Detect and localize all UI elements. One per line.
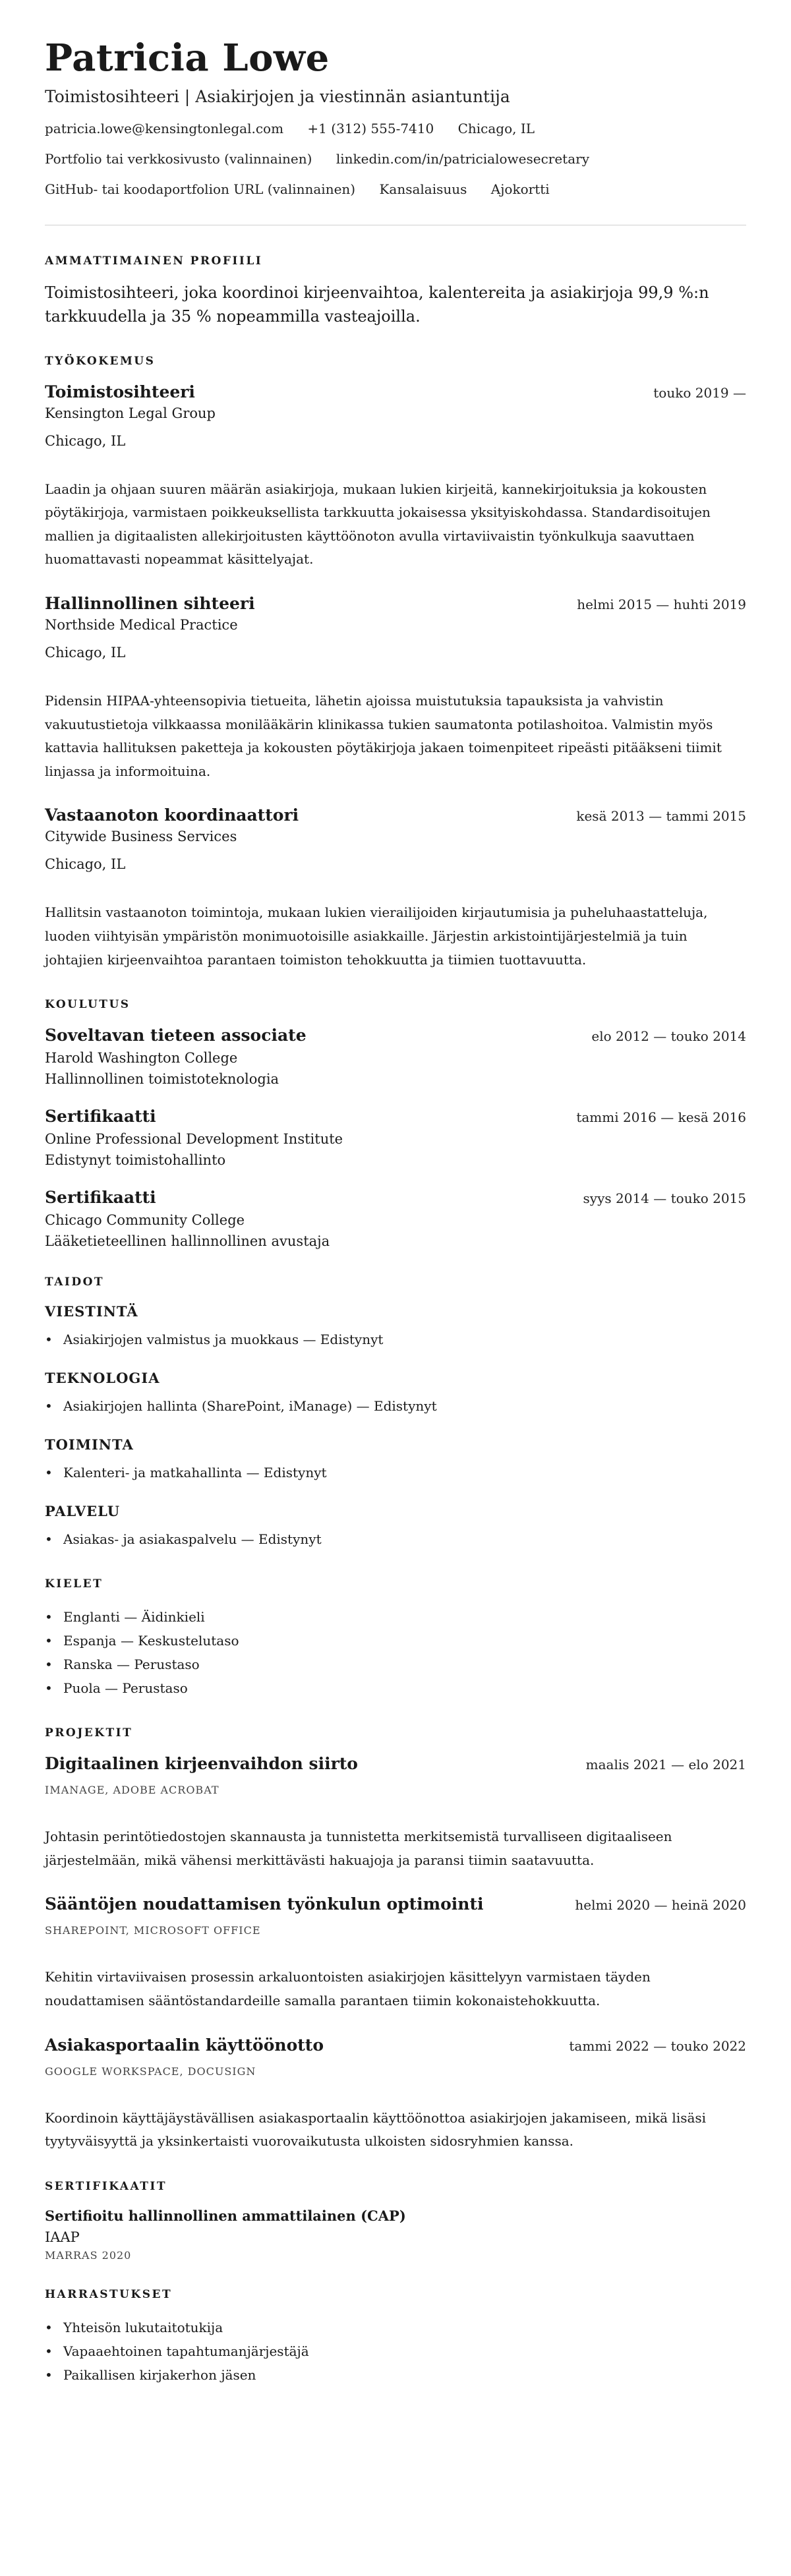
project-title: Asiakasportaalin käyttöönotto [45, 2035, 324, 2055]
study-field: Hallinnollinen toimistoteknologia [45, 1071, 279, 1088]
education-entry [45, 1188, 746, 1249]
project-title: Digitaalinen kirjeenvaihdon siirto [45, 1754, 358, 1774]
certifications-section [45, 2180, 746, 2262]
education-entry [45, 1026, 746, 1087]
job-employer: Northside Medical Practice [45, 616, 238, 633]
skill-item: • Asiakas- ja asiakaspalvelu — Edistynyt [45, 1527, 746, 1551]
language-item: • Englanti — Äidinkieli [45, 1605, 746, 1629]
certification-name: Sertifioitu hallinnollinen ammattilainen (CAP) [45, 2207, 406, 2224]
profile-section [45, 254, 746, 328]
contact-linkedin[interactable]: linkedin.com/in/patricialowesecretary [336, 150, 589, 167]
project-description: Koordinoin käyttäjäystävällisen asiakasportaalin käyttöönottoa asiakirjojen jakamiseen, mikä lisäsi tyytyväisyyttä ja yksinkertaisti vuorovaikutusta ulkoisten sidosryhmien kanssa. [45, 2109, 707, 2150]
contact-drivers-license: Ajokortti [490, 181, 550, 197]
section-title-skills: TAIDOT [45, 1275, 105, 1289]
contact-citizenship: Kansalaisuus [379, 181, 467, 197]
job-location: Chicago, IL [45, 644, 126, 660]
experience-entry [45, 594, 746, 783]
section-title-education: KOULUTUS [45, 998, 131, 1012]
study-field: Lääketieteellinen hallinnollinen avustaja [45, 1233, 330, 1250]
school-name: Online Professional Development Institute [45, 1131, 343, 1148]
skill-group [45, 1303, 746, 1351]
education-dates: elo 2012 — touko 2014 [591, 1028, 746, 1045]
job-location: Chicago, IL [45, 856, 126, 873]
skill-item: • Asiakirjojen valmistus ja muokkaus — Edistynyt [45, 1328, 746, 1351]
skill-group [45, 1370, 746, 1418]
contact-portfolio[interactable]: Portfolio tai verkkosivusto (valinnainen) [45, 150, 312, 167]
job-title: Hallinnollinen sihteeri [45, 593, 255, 613]
job-dates: kesä 2013 — tammi 2015 [576, 808, 746, 825]
skills-section [45, 1275, 746, 1551]
candidate-headline: Toimistosihteeri | Asiakirjojen ja viestinnän asiantuntija [45, 86, 510, 106]
section-title-languages: KIELET [45, 1577, 103, 1591]
degree-title: Sertifikaatti [45, 1107, 156, 1127]
hobby-item: • Yhteisön lukutaitotukija [45, 2316, 746, 2339]
resume-header [45, 38, 746, 197]
education-section [45, 998, 746, 1249]
project-entry [45, 1754, 746, 1872]
skill-category: VIESTINTÄ [45, 1303, 138, 1320]
project-dates: helmi 2020 — heinä 2020 [575, 1897, 746, 1914]
languages-section [45, 1577, 746, 1700]
contact-email[interactable]: patricia.lowe@kensingtonlegal.com [45, 120, 284, 136]
section-title-hobbies: HARRASTUKSET [45, 2287, 173, 2301]
skill-item: • Kalenteri- ja matkahallinta — Edistynyt [45, 1461, 746, 1484]
experience-section [45, 355, 746, 972]
job-location: Chicago, IL [45, 432, 126, 449]
job-title: Toimistosihteeri [45, 382, 195, 401]
project-tech: GOOGLE WORKSPACE, DOCUSIGN [45, 2064, 256, 2078]
project-description: Kehitin virtaviivaisen prosessin arkaluontoisten asiakirjojen käsittelyyn varmistaen täyden noudattamisen sääntöstandardeille samalla parantaen tiimin kokonaistehokkuutta. [45, 1969, 651, 2008]
section-title-projects: PROJEKTIT [45, 1726, 133, 1740]
education-dates: syys 2014 — touko 2015 [583, 1190, 746, 1207]
job-description: Pidensin HIPAA-yhteensopivia tietueita, lähetin ajoissa muistutuksia tapauksista ja vahvistin vakuutustietoja vilkkaassa monilääkärin klinikassa tukien saumatonta potilashoitoa. Valmistin myös kattavia hallituksen paketteja ja kokousten pöytäkirjoja jakaen toimenpiteet ripeästi pitääkseni tiimit linjassa ja informoituina. [45, 692, 722, 779]
job-title: Vastaanoton koordinaattori [45, 805, 299, 825]
profile-summary: Toimistosihteeri, joka koordinoi kirjeenvaihtoa, kalentereita ja asiakirjoja 99,9 %:n tarkkuudella ja 35 % nopeammilla vasteajoilla. [45, 283, 709, 326]
degree-title: Sertifikaatti [45, 1188, 156, 1208]
education-entry [45, 1107, 746, 1168]
hobbies-section [45, 2288, 746, 2387]
job-employer: Citywide Business Services [45, 829, 237, 845]
language-item: • Ranska — Perustaso [45, 1653, 746, 1676]
certification-issuer: IAAP [45, 2229, 80, 2245]
job-description: Laadin ja ohjaan suuren määrän asiakirjoja, mukaan lukien kirjeitä, kannekirjoituksia ja kokousten pöytäkirjoja, varmistaen poikkeuksellista tarkkuutta jokaisessa yksityiskohdassa. Standardisoitujen mallien ja digitaalisten allekirjoitusten käyttöönoton avulla virtaviivaistin työnkulkuja saavuttaen huomattavasti nopeammat käsittelyajat. [45, 481, 711, 568]
contact-row-1 [45, 121, 746, 136]
skill-category: TOIMINTA [45, 1436, 134, 1453]
candidate-name: Patricia Lowe [45, 36, 330, 80]
contact-row-3 [45, 181, 746, 197]
job-dates: helmi 2015 — huhti 2019 [577, 596, 746, 612]
contact-phone[interactable]: +1 (312) 555-7410 [307, 120, 434, 136]
school-name: Harold Washington College [45, 1050, 238, 1067]
skill-group [45, 1436, 746, 1484]
language-item: • Puola — Perustaso [45, 1676, 746, 1700]
skill-item: • Asiakirjojen hallinta (SharePoint, iManage) — Edistynyt [45, 1394, 746, 1418]
project-entry [45, 2035, 746, 2153]
project-description: Johtasin perintötiedostojen skannausta ja tunnistetta merkitsemistä turvalliseen digitaaliseen järjestelmään, mikä vähensi merkittävästi hakuajoja ja paransi tiimin saatavuutta. [45, 1829, 672, 1868]
skill-group [45, 1503, 746, 1551]
project-tech: SHAREPOINT, MICROSOFT OFFICE [45, 1924, 261, 1937]
study-field: Edistynyt toimistohallinto [45, 1152, 226, 1169]
project-entry [45, 1894, 746, 2012]
hobby-item: • Vapaaehtoinen tapahtumanjärjestäjä [45, 2339, 746, 2363]
education-dates: tammi 2016 — kesä 2016 [576, 1109, 746, 1126]
experience-entry [45, 382, 746, 571]
section-title-certifications: SERTIFIKAATIT [45, 2179, 167, 2193]
degree-title: Soveltavan tieteen associate [45, 1026, 307, 1045]
certification-entry [45, 2208, 746, 2262]
contact-github[interactable]: GitHub- tai koodaportfolion URL (valinnainen) [45, 181, 356, 197]
project-dates: tammi 2022 — touko 2022 [569, 2037, 746, 2054]
skill-category: TEKNOLOGIA [45, 1370, 160, 1387]
section-title-experience: TYÖKOKEMUS [45, 354, 156, 368]
skill-category: PALVELU [45, 1503, 121, 1520]
hobby-item: • Paikallisen kirjakerhon jäsen [45, 2363, 746, 2387]
project-dates: maalis 2021 — elo 2021 [585, 1757, 746, 1773]
projects-section [45, 1726, 746, 2153]
certification-date: MARRAS 2020 [45, 2248, 132, 2262]
contact-row-2 [45, 151, 746, 167]
school-name: Chicago Community College [45, 1212, 245, 1229]
project-title: Sääntöjen noudattamisen työnkulun optimointi [45, 1894, 484, 1914]
contact-location: Chicago, IL [457, 120, 535, 136]
job-description: Hallitsin vastaanoton toimintoja, mukaan lukien vierailijoiden kirjautumisia ja puheluhaastatteluja, luoden viihtyisän ympäristön monimuotoisille asiakkaille. Järjestin arkistointijärjestelmiä ja tuin johtajien kirjeenvaihtoa parantaen toimiston tehokkuutta ja tiimien tuottavuutta. [45, 904, 708, 968]
job-dates: touko 2019 — [653, 384, 746, 401]
job-employer: Kensington Legal Group [45, 405, 216, 421]
language-item: • Espanja — Keskustelutaso [45, 1629, 746, 1653]
section-title-profile: AMMATTIMAINEN PROFIILI [45, 254, 263, 268]
project-tech: IMANAGE, ADOBE ACROBAT [45, 1784, 220, 1797]
experience-entry [45, 805, 746, 972]
